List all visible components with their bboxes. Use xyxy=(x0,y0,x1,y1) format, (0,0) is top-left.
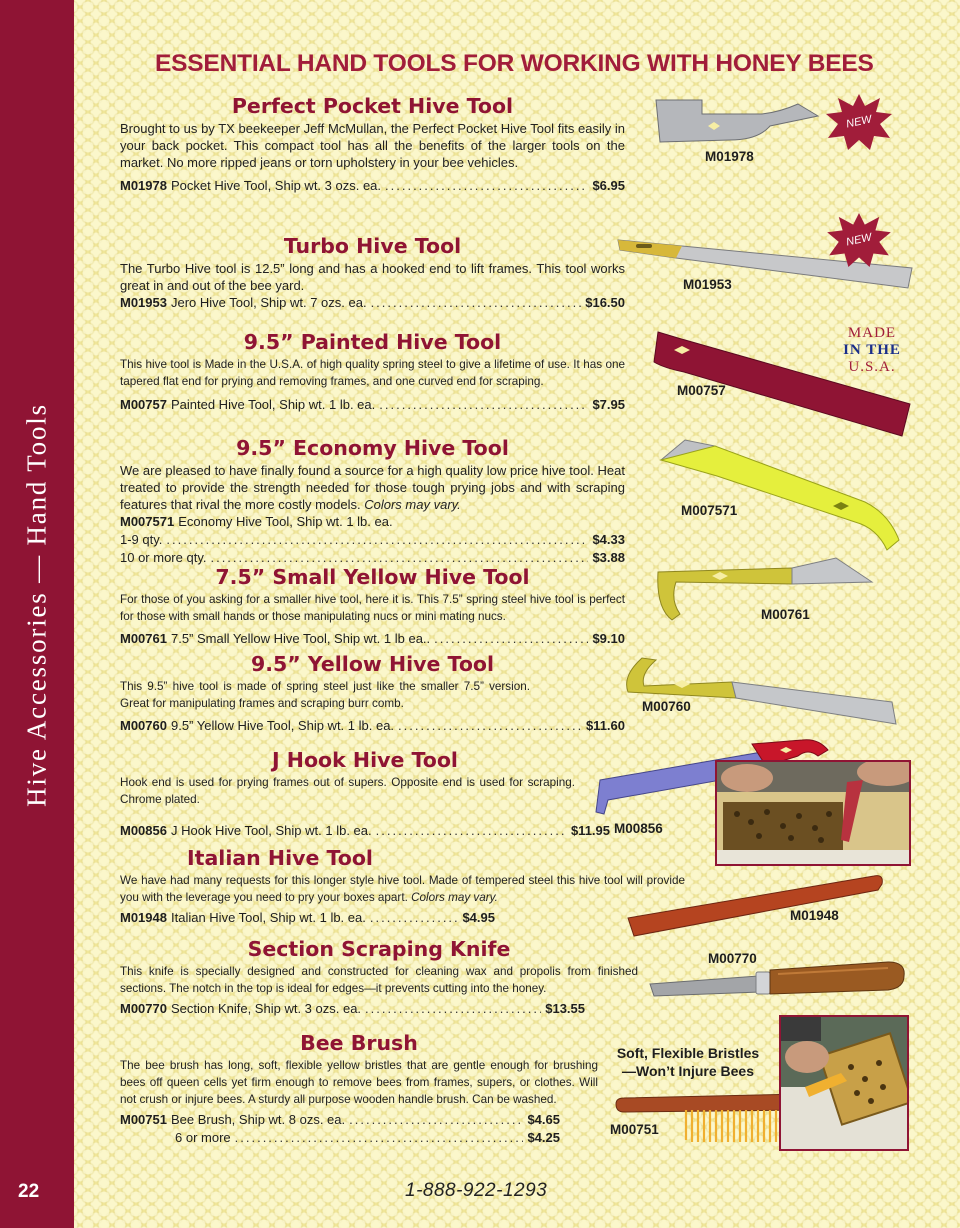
product-code: M00761 xyxy=(120,631,167,646)
sidebar-band xyxy=(0,0,74,1228)
leader-dots xyxy=(166,531,588,549)
price: $7.95 xyxy=(592,397,625,412)
italian-hive-tool-image xyxy=(624,872,886,942)
product-code: M00770 xyxy=(120,1001,167,1016)
colors-note: Colors may vary. xyxy=(411,891,498,904)
product-line: Economy Hive Tool, Ship wt. 1 lb. ea. xyxy=(178,514,393,529)
image-code-label: M01953 xyxy=(683,277,732,292)
product-description: This hive tool is Made in the U.S.A. of high quality spring steel to give a lifetime of use. It has one tapered flat end for prying and removing frames, and one curved end for scraping. xyxy=(120,358,625,388)
product-title: 7.5” Small Yellow Hive Tool xyxy=(215,565,530,589)
qty-label: 10 or more qty. xyxy=(120,550,207,565)
product-italian xyxy=(120,846,685,927)
price-tier-1 xyxy=(120,531,625,549)
description-text: We are pleased to have finally found a source for a high quality low price hive tool. Heat treated to provide the strength needed for those tough prying jobs and with scraping features that rival the more costly models. xyxy=(120,463,625,512)
product-description: The bee brush has long, soft, flexible yellow bristles that are gentle enough for brushing bees off queen cells yet firm enough to remove bees from frames, supers, or clothes. Will not crush or injure bees. A sturdy all purpose wooden handle brush. Can be washed. xyxy=(120,1059,598,1106)
description-text: We have had many requests for this longer style hive tool. Made of tempered steel this hive tool will provide you with the leverage you need to pry your boxes apart. xyxy=(120,874,685,904)
product-line: Jero Hive Tool, Ship wt. 7 ozs. ea. xyxy=(170,295,367,310)
product-title: Bee Brush xyxy=(300,1031,418,1055)
product-code: M01978 xyxy=(120,178,167,193)
price-line xyxy=(120,717,625,735)
product-code: M007571 xyxy=(120,514,175,529)
product-line: Painted Hive Tool, Ship wt. 1 lb. ea. xyxy=(170,397,376,412)
price: $11.95 xyxy=(570,823,610,838)
product-painted xyxy=(120,330,625,414)
price: $6.95 xyxy=(592,178,625,193)
price: $4.25 xyxy=(527,1130,560,1145)
product-jhook xyxy=(120,748,610,840)
image-code-label: M01978 xyxy=(705,149,754,164)
price-line xyxy=(120,177,625,195)
price: $11.60 xyxy=(585,718,625,733)
product-turbo xyxy=(120,234,625,312)
sidebar-title: Hive Accessories — Hand Tools xyxy=(21,403,52,807)
product-title: Turbo Hive Tool xyxy=(283,234,462,258)
leader-dots xyxy=(379,396,588,414)
jhook-in-use-photo xyxy=(715,760,911,866)
price: $4.33 xyxy=(592,532,625,547)
product-line: 7.5” Small Yellow Hive Tool, Ship wt. 1 lb ea.. xyxy=(170,631,431,646)
product-line: Pocket Hive Tool, Ship wt. 3 ozs. ea. xyxy=(170,178,382,193)
page-title: ESSENTIAL HAND TOOLS FOR WORKING WITH HONEY BEES xyxy=(155,50,874,77)
image-code-label: M007571 xyxy=(681,503,738,518)
product-description: Brought to us by TX beekeeper Jeff McMullan, the Perfect Pocket Hive Tool fits easily in your back pocket. This compact tool has all the benefits of the larger tools on the market. No more ripped jeans or torn upholstery in your bee vehicles. xyxy=(120,121,625,170)
leader-dots xyxy=(235,1129,524,1147)
made-in-usa-badge xyxy=(822,325,922,376)
product-code: M00757 xyxy=(120,397,167,412)
price: $9.10 xyxy=(592,631,625,646)
product-description xyxy=(120,462,625,513)
leader-dots xyxy=(376,822,567,840)
product-code: M00751 xyxy=(120,1112,167,1127)
economy-hive-tool-image xyxy=(655,436,905,554)
product-line: Bee Brush, Ship wt. 8 ozs. ea. xyxy=(170,1112,346,1127)
made-in-line1: MADE xyxy=(847,325,897,341)
section-knife-image xyxy=(648,956,908,1000)
product-small-yellow xyxy=(120,565,625,648)
product-bee-brush xyxy=(120,1031,598,1147)
product-title: Italian Hive Tool xyxy=(187,846,373,870)
product-line: J Hook Hive Tool, Ship wt. 1 lb. ea. xyxy=(170,823,372,838)
price-line xyxy=(120,1111,560,1129)
leader-dots xyxy=(398,717,582,735)
price-line xyxy=(120,396,625,414)
price-tier-2 xyxy=(120,1129,560,1147)
product-description: This knife is specially designed and constructed for cleaning wax and propolis from finished sections. The notch in the top is ideal for edges—it prevents cutting into the honey. xyxy=(120,965,638,995)
image-code-label: M01948 xyxy=(790,908,839,923)
product-code: M01953 xyxy=(120,295,167,310)
product-perfect-pocket xyxy=(120,94,625,195)
product-description: Hook end is used for prying frames out of supers. Opposite end is used for scraping. Chrome plated. xyxy=(120,776,575,806)
yellow-hive-tool-image xyxy=(620,652,900,728)
leader-dots xyxy=(370,909,459,927)
price-line xyxy=(120,513,625,531)
price-line xyxy=(120,294,625,312)
made-in-line3: U.S.A. xyxy=(848,359,896,375)
hive-frame-photo-image xyxy=(717,762,911,866)
phone-number: 1-888-922-1293 xyxy=(405,1180,548,1201)
product-title: J Hook Hive Tool xyxy=(272,748,458,772)
image-code-label: M00856 xyxy=(614,821,663,836)
product-title: 9.5” Painted Hive Tool xyxy=(243,330,502,354)
callout-line1: Soft, Flexible Bristles xyxy=(616,1045,760,1061)
bee-brush-in-use-photo xyxy=(779,1015,909,1151)
product-description: This 9.5” hive tool is made of spring steel just like the smaller 7.5” version. Great for manipulating frames and scraping burr comb. xyxy=(120,680,530,710)
new-badge xyxy=(826,94,892,150)
leader-dots xyxy=(385,177,588,195)
product-title: 9.5” Economy Hive Tool xyxy=(236,436,509,460)
price-line xyxy=(120,630,625,648)
brushing-bees-photo-image xyxy=(781,1017,909,1151)
leader-dots xyxy=(349,1111,523,1129)
price: $3.88 xyxy=(592,550,625,565)
new-badge-text: NEW xyxy=(845,231,873,249)
product-line: 9.5” Yellow Hive Tool, Ship wt. 1 lb. ea. xyxy=(170,718,395,733)
image-code-label: M00770 xyxy=(708,951,757,966)
product-economy xyxy=(120,436,625,567)
leader-dots xyxy=(434,630,588,648)
bristles-callout xyxy=(608,1044,768,1080)
price: $4.65 xyxy=(527,1112,560,1127)
product-title: Perfect Pocket Hive Tool xyxy=(231,94,514,118)
product-title: Section Scraping Knife xyxy=(247,937,511,961)
product-section-knife xyxy=(120,937,638,1018)
price-line xyxy=(120,822,610,840)
product-code: M01948 xyxy=(120,910,167,925)
new-badge-text: NEW xyxy=(845,113,873,131)
page-number: 22 xyxy=(18,1181,40,1202)
price: $4.95 xyxy=(462,910,495,925)
product-code: M00856 xyxy=(120,823,167,838)
price-line xyxy=(120,1000,585,1018)
qty-label: 1-9 qty. xyxy=(120,532,163,547)
image-code-label: M00760 xyxy=(642,699,691,714)
product-description: For those of you asking for a smaller hive tool, here it is. This 7.5” spring steel hive tool is perfect for those with small hands or those manipulating nucs or mini mating nucs. xyxy=(120,593,625,623)
product-title: 9.5” Yellow Hive Tool xyxy=(250,652,495,676)
product-line: Italian Hive Tool, Ship wt. 1 lb. ea. xyxy=(170,910,366,925)
price: $13.55 xyxy=(545,1001,585,1016)
qty-label: 6 or more xyxy=(175,1130,231,1145)
product-line: Section Knife, Ship wt. 3 ozs. ea. xyxy=(170,1001,362,1016)
made-in-line2: IN THE xyxy=(843,342,901,358)
callout-line2: —Won’t Injure Bees xyxy=(622,1063,754,1079)
product-code: M00760 xyxy=(120,718,167,733)
leader-dots xyxy=(371,294,582,312)
leader-dots xyxy=(365,1000,541,1018)
image-code-label: M00757 xyxy=(677,383,726,398)
product-yellow xyxy=(120,652,625,735)
price: $16.50 xyxy=(585,295,625,310)
image-code-label: M00751 xyxy=(610,1122,659,1137)
colors-note: Colors may vary. xyxy=(364,497,461,512)
price-line xyxy=(120,909,495,927)
product-description xyxy=(120,872,685,906)
new-badge xyxy=(826,213,892,267)
product-description: The Turbo Hive tool is 12.5” long and has a hooked end to lift frames. This tool works great in and out of the bee yard. xyxy=(120,261,625,293)
pocket-hive-tool-image xyxy=(650,96,830,146)
image-code-label: M00761 xyxy=(761,607,810,622)
